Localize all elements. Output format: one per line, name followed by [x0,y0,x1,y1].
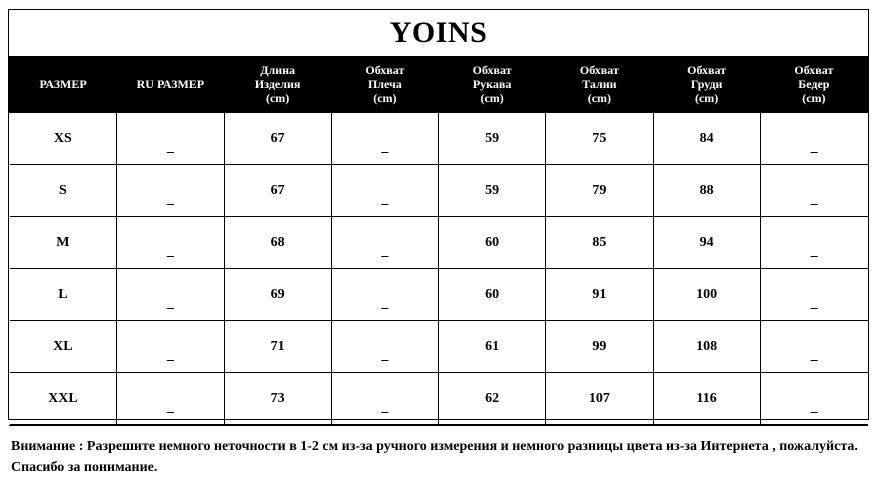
measurement-cell: _ [117,113,224,165]
table-body [10,113,868,425]
table-row [10,373,868,425]
column-header-line: (cm) [587,91,612,105]
table-row [10,165,868,217]
measurement-cell: 94 [653,217,760,269]
column-header [10,56,117,113]
column-header [331,56,438,113]
size-label-cell: XS [10,113,117,165]
measurement-cell: _ [117,373,224,425]
measurement-cell: 69 [224,269,331,321]
column-header [760,56,867,113]
column-header [117,56,224,113]
column-header-line: Обхват [472,63,512,77]
column-header-line: (cm) [480,91,504,105]
table-row [10,321,868,373]
column-header [439,56,546,113]
column-header-line: Талии [582,77,617,91]
measurement-cell: 79 [546,165,653,217]
header-row [10,56,868,113]
column-header [546,56,653,113]
column-header-line: Обхват [365,63,405,77]
measurement-cell: 62 [439,373,546,425]
measurement-cell: 67 [224,165,331,217]
column-header-line: Плеча [367,77,402,91]
measurement-cell: 61 [439,321,546,373]
measurement-cell: _ [117,321,224,373]
measurement-cell: _ [760,113,867,165]
column-header-line: (cm) [694,91,719,105]
measurement-cell: _ [331,373,438,425]
column-header-line: Рукава [472,77,512,91]
measurement-cell: _ [331,321,438,373]
column-header-line: Бедер [798,77,830,91]
table-row [10,113,868,165]
column-header [653,56,760,113]
measurement-cell: _ [331,165,438,217]
size-label-cell: S [10,165,117,217]
measurement-cell: _ [760,269,867,321]
size-table [9,56,868,425]
column-header-line: РАЗМЕР [39,77,87,91]
measurement-cell: 60 [439,269,546,321]
measurement-cell: 71 [224,321,331,373]
size-chart [8,9,869,475]
table-row [10,269,868,321]
column-header-line: Длина [260,63,296,77]
measurement-cell: 108 [653,321,760,373]
column-header-line: (cm) [802,91,826,105]
column-header-line: Груди [690,77,723,91]
column-header-line: Обхват [579,63,619,77]
measurement-cell: _ [117,269,224,321]
measurement-cell: 68 [224,217,331,269]
column-header-line: Изделия [254,77,301,91]
measurement-cell: _ [331,113,438,165]
size-label-cell: XL [10,321,117,373]
measurement-cell: _ [117,165,224,217]
measurement-cell: 85 [546,217,653,269]
measurement-cell: 60 [439,217,546,269]
measurement-cell: 67 [224,113,331,165]
size-label-cell: XXL [10,373,117,425]
brand-title: YOINS [389,16,488,49]
size-label-cell: M [10,217,117,269]
measurement-cell: 59 [439,165,546,217]
measurement-cell: 116 [653,373,760,425]
measurement-cell: 73 [224,373,331,425]
column-header [224,56,331,113]
column-header-line: (cm) [373,91,397,105]
measurement-cell: 84 [653,113,760,165]
column-header-line: Обхват [794,63,834,77]
measurement-cell: 75 [546,113,653,165]
size-label-cell: L [10,269,117,321]
disclaimer-note: Внимание : Разрешите немного неточности в 1-2 см из-за ручного измерения и немного разницы цвета из-за Интернета , пожалуйста. Спасибо за понимание. [9,425,868,478]
measurement-cell: _ [331,217,438,269]
measurement-cell: _ [331,269,438,321]
measurement-cell: _ [760,321,867,373]
column-header-line: RU РАЗМЕР [136,77,205,91]
measurement-cell: _ [760,165,867,217]
measurement-cell: _ [760,217,867,269]
column-header-line: Обхват [687,63,727,77]
measurement-cell: 107 [546,373,653,425]
measurement-cell: 88 [653,165,760,217]
table-row [10,217,868,269]
measurement-cell: _ [760,373,867,425]
measurement-cell: 91 [546,269,653,321]
measurement-cell: 99 [546,321,653,373]
measurement-cell: _ [117,217,224,269]
column-header-line: (cm) [265,91,290,105]
measurement-cell: 100 [653,269,760,321]
measurement-cell: 59 [439,113,546,165]
